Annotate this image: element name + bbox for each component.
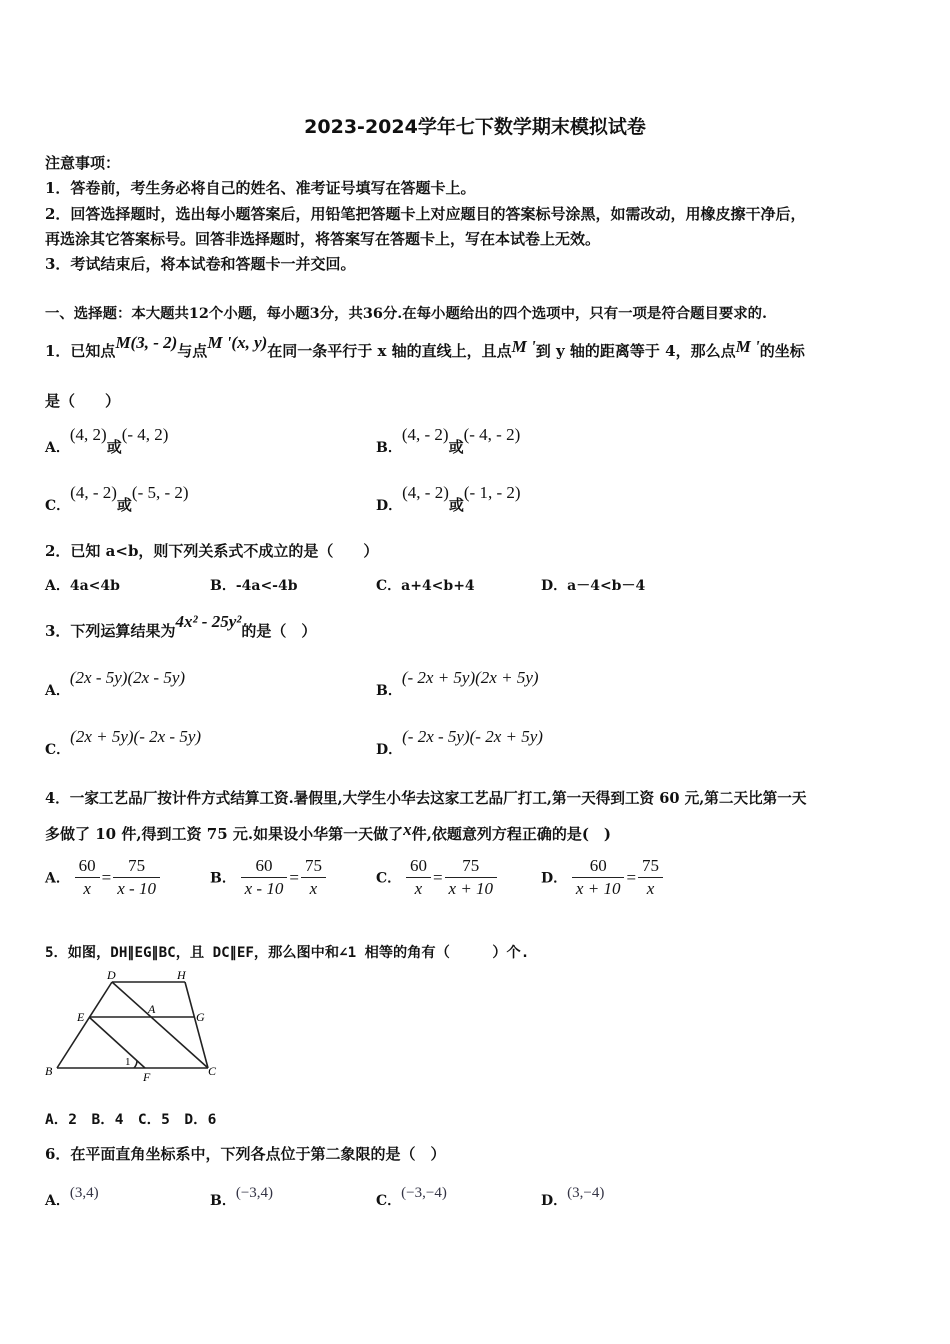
note-item: 3．考试结束后，将本试卷和答题卡一并交回。	[45, 255, 356, 273]
q6-option-a[interactable]: A．(3,4)	[45, 1185, 99, 1209]
q1-option-a[interactable]: A．(4, 2)或(- 4, 2)	[45, 425, 169, 456]
question-1-line2: 是（ ）	[45, 392, 121, 410]
segment-hc	[185, 982, 208, 1068]
q1-option-d[interactable]: D．(4, - 2)或(- 1, - 2)	[376, 483, 521, 514]
question-2-stem: 2．已知 a<b，则下列关系式不成立的是（ ）	[45, 542, 379, 560]
section-heading: 一、选择题：本大题共12个小题，每小题3分，共36分.在每小题给出的四个选项中，只有一项是符合题目要求的.	[45, 305, 768, 322]
q5-options[interactable]: A．2 B．4 C．5 D．6	[45, 1112, 217, 1128]
question-3-stem: 3．下列运算结果为4x² - 25y²的是（ ）	[45, 612, 317, 640]
question-5-stem: 5．如图，DH∥EG∥BC，且 DC∥EF，那么图中和∠1 相等的角有（ ）个.	[45, 945, 530, 961]
q6-option-c[interactable]: C．(−3,−4)	[376, 1185, 447, 1209]
label-b: B	[45, 1064, 53, 1078]
q6-option-b[interactable]: B．(−3,4)	[210, 1185, 274, 1209]
math-m-prime: M '(x, y)	[207, 333, 268, 352]
q2-option-d[interactable]: D．a－4<b－4	[541, 578, 646, 594]
note-item: 1．答卷前，考生务必将自己的姓名、准考证号填写在答题卡上。	[45, 179, 476, 197]
q4-option-a[interactable]: A． $\frac{60}{x}$ = $\frac{75}{x - 10}$	[45, 856, 160, 899]
q6-option-d[interactable]: D．(3,−4)	[541, 1185, 605, 1209]
q3-option-a[interactable]: A．(2x - 5y)(2x - 5y)	[45, 668, 186, 699]
q2-option-c[interactable]: C．a+4<b+4	[376, 578, 475, 594]
q1-option-c[interactable]: C．(4, - 2)或(- 5, - 2)	[45, 483, 189, 514]
note-item: 2．回答选择题时，选出每小题答案后，用铅笔把答题卡上对应题目的答案标号涂黑，如需改动，用橡皮擦干净后，	[45, 205, 806, 223]
q4-option-c[interactable]: C． $\frac{60}{x}$ = $\frac{75}{x + 10}$	[376, 856, 497, 899]
label-h: H	[177, 968, 186, 982]
q3-option-d[interactable]: D．(- 2x - 5y)(- 2x + 5y)	[376, 727, 543, 758]
label-e: E	[77, 1010, 85, 1024]
q2-option-a[interactable]: A．4a<4b	[45, 578, 120, 594]
math-m-point: M(3, - 2)	[115, 333, 178, 352]
page-title: 2023-2024学年七下数学期末模拟试卷	[304, 116, 646, 138]
label-a: A	[148, 1002, 156, 1016]
segment-db	[57, 982, 112, 1068]
question-6-stem: 6．在平面直角坐标系中，下列各点位于第二象限的是（ ）	[45, 1145, 446, 1163]
label-d: D	[107, 968, 116, 982]
label-g: G	[196, 1010, 205, 1024]
q2-option-b[interactable]: B．-4a<-4b	[210, 578, 298, 594]
question-1-stem: 1．已知点M(3, - 2)与点M '(x, y)在同一条平行于 x 轴的直线上，且点M '到 y 轴的距离等于 4，那么点M '的坐标	[45, 333, 805, 360]
q3-option-c[interactable]: C．(2x + 5y)(- 2x - 5y)	[45, 727, 202, 758]
label-c: C	[208, 1064, 217, 1078]
note-item: 再选涂其它答案标号。回答非选择题时，将答案写在答题卡上，写在本试卷上无效。	[45, 230, 601, 248]
math-expression: 4x² - 25y²	[175, 612, 242, 631]
geometry-figure	[42, 965, 232, 1085]
q1-option-b[interactable]: B．(4, - 2)或(- 4, - 2)	[376, 425, 521, 456]
segment-ef	[89, 1017, 145, 1068]
question-4-line1: 4．一家工艺品厂按计件方式结算工资.暑假里,大学生小华去这家工艺品厂打工,第一天得到工资 60 元,第二天比第一天	[45, 790, 807, 807]
q3-option-b[interactable]: B．(- 2x + 5y)(2x + 5y)	[376, 668, 539, 699]
question-4-line2: 多做了 10 件,得到工资 75 元.如果设小华第一天做了x件,依题意列方程正确的是( )	[45, 820, 612, 843]
label-f: F	[143, 1070, 151, 1084]
q4-option-d[interactable]: D． $\frac{60}{x + 10}$ = $\frac{75}{x}$	[541, 856, 663, 899]
q4-option-b[interactable]: B． $\frac{60}{x - 10}$ = $\frac{75}{x}$	[210, 856, 326, 899]
angle-1-arc	[134, 1061, 137, 1068]
label-angle-1: 1	[125, 1056, 131, 1068]
notes-heading: 注意事项：	[45, 154, 121, 172]
